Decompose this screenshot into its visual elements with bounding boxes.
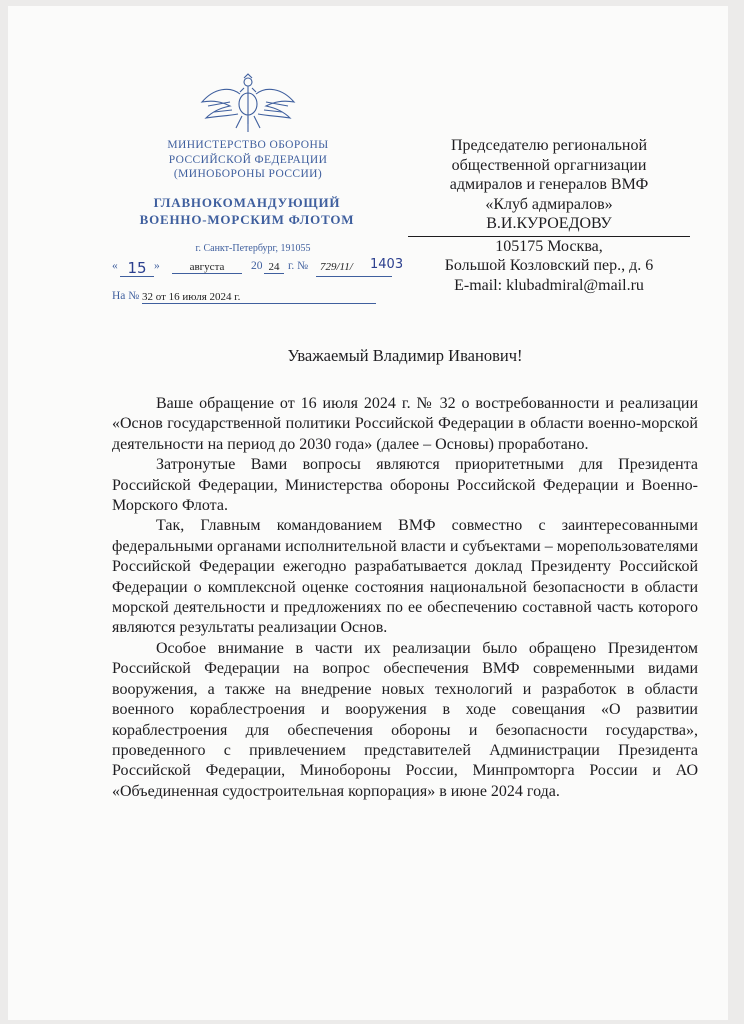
doc-number-typed: 729/11/ [320, 261, 353, 273]
commander-title [112, 194, 382, 228]
addressee-line: общественной оргагнизации [451, 156, 647, 174]
date-month: августа [172, 261, 242, 274]
addressee-line: Председателю региональной [450, 137, 648, 154]
addressee-name: В.И.КУРОЕДОВУ [486, 215, 612, 232]
date-line [112, 257, 404, 279]
addressee-line: «Клуб адмиралов» [485, 195, 613, 213]
city-postcode: г. Санкт-Петербург, 191055 [195, 243, 311, 254]
body-paragraph: Ваше обращение от 16 июля 2024 г. № 32 о востребованности и реализации «Основ государственной политики Российской Федерации в области военно-морской деятельности на период до 2030 года» (далее – Основы) проработано. [112, 395, 698, 453]
ministry-line: РОССИЙСКОЙ ФЕДЕРАЦИИ [168, 153, 328, 166]
reference-value: 32 от 16 июля 2024 г. [142, 291, 376, 304]
body-paragraph: Затронутые Вами вопросы являются приоритетными для Президента Российской Федерации, Министерства обороны Российской Федерации и Военно-Морского Флота. [112, 456, 698, 515]
body-paragraph: Так, Главным командованием ВМФ совместно с заинтересованными федеральными органами исполнительной власти и субъектами – морепользователями Российской Федерации ежегодно разрабатывается доклад Президенту Российской Федерации о комплексной оценке состояния национальной безопасности в области морской деятельности и предложениях по ее обеспечению составной часть которого являются результаты реализации Основ. [112, 517, 698, 637]
date-open-quote: « [112, 260, 118, 272]
ministry-line: (МИНОБОРОНЫ РОССИИ) [173, 168, 323, 180]
date-close-quote: » [154, 260, 160, 272]
addressee-block [408, 136, 690, 295]
commander-line: ВОЕННО-МОРСКИМ ФЛОТОМ [139, 212, 355, 227]
date-year-prefix: 20 [251, 260, 263, 272]
address-line: Большой Козловский пер., д. 6 [444, 257, 654, 274]
date-day: 15 [127, 259, 147, 277]
document-page [8, 6, 728, 1020]
address-line: 105175 Москва, [495, 237, 603, 255]
reference-line [112, 290, 380, 306]
doc-number-hand: 1403 [370, 257, 404, 272]
date-number-label: г. № [288, 260, 309, 272]
addressee-line: адмиралов и генералов ВМФ [449, 176, 649, 193]
commander-line: ГЛАВНОКОМАНДУЮЩИЙ [153, 195, 341, 210]
doc-number-underline [316, 257, 404, 277]
letter-greeting: Уважаемый Владимир Иванович! [287, 346, 523, 365]
letter-body [112, 394, 698, 802]
reference-prefix: На № [112, 290, 140, 302]
body-paragraph: Особое внимание в части их реализации было обращено Президентом Российской Федерации на вопрос обеспечения ВМФ современными видами вооружения, а также на внедрение новых технологий и разработок в области военного кораблестроения и вооружения в ходе совещания «О развитии кораблестроения для обеспечения обороны и безопасности государства», проведенного с привлечением представителей Администрации Президента Российской Федерации, Минобороны России, Минпромторга России и АО «Объединенная судостроительная корпорация» в июне 2024 года. [112, 639, 698, 800]
ministry-name [138, 138, 358, 182]
ministry-line: МИНИСТЕРСТВО ОБОРОНЫ [167, 139, 329, 151]
date-year-suffix: 24 [264, 261, 284, 274]
address-email: E-mail: klubadmiral@mail.ru [454, 276, 644, 294]
double-headed-eagle-icon [200, 72, 296, 134]
date-day-underline [120, 259, 154, 277]
